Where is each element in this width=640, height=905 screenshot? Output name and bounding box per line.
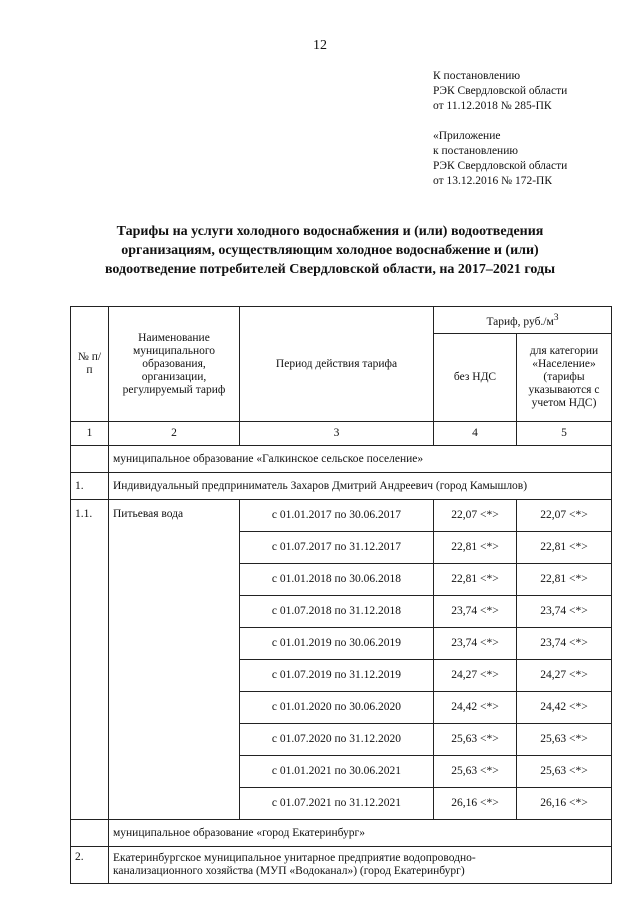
approval-line: К постановлению (433, 70, 521, 82)
title-line: водоотведение потребителей Свердловской области, на 2017–2021 годы (104, 262, 556, 277)
approval-line: от 13.12.2016 № 172-ПК (433, 175, 553, 187)
header-period: Период действия тарифа (240, 307, 434, 422)
tariff-no-vat-cell: 25,63 <*> (434, 756, 517, 788)
header-tariff-group (434, 307, 612, 334)
tariff-no-vat-cell: 23,74 <*> (434, 628, 517, 660)
approval-line: к постановлению (433, 145, 518, 157)
period-cell: с 01.01.2018 по 30.06.2018 (240, 564, 434, 596)
org-name-line: канализационного хозяйства (МУП «Водоканал») (город Екатеринбург) (113, 865, 465, 877)
approval-line: от 11.12.2018 № 285-ПК (433, 100, 552, 112)
tariff-no-vat-cell: 22,07 <*> (434, 500, 517, 532)
approval-line: «Приложение (433, 130, 501, 142)
municipality-row: муниципальное образование «город Екатеринбург» (109, 820, 612, 847)
period-cell: с 01.07.2017 по 31.12.2017 (240, 532, 434, 564)
approval-block-original (433, 129, 567, 189)
item-number: 1.1. (71, 500, 109, 820)
column-number: 2 (109, 422, 240, 446)
header-tariff-unit-sup: 3 (553, 312, 559, 324)
header-no-vat: без НДС (434, 334, 517, 422)
period-cell: с 01.01.2019 по 30.06.2019 (240, 628, 434, 660)
header-name: Наименование муниципального образования, организации, регулируемый тариф (109, 307, 240, 422)
approval-line: РЭК Свердловской области (433, 160, 568, 172)
tariff-no-vat-cell: 23,74 <*> (434, 596, 517, 628)
item-name: Питьевая вода (109, 500, 240, 820)
approval-line: РЭК Свердловской области (433, 85, 568, 97)
period-cell: с 01.07.2021 по 31.12.2021 (240, 788, 434, 820)
tariff-table (70, 306, 612, 884)
header-tariff-label: Тариф, руб./м (486, 315, 554, 328)
period-cell: с 01.01.2021 по 30.06.2021 (240, 756, 434, 788)
tariff-population-cell: 22,81 <*> (517, 564, 612, 596)
column-number: 5 (517, 422, 612, 446)
municipality-row: муниципальное образование «Галкинское сельское поселение» (109, 446, 612, 473)
empty-cell (71, 820, 109, 847)
header-population: для категории «Население» (тарифы указываются с учетом НДС) (517, 334, 612, 422)
column-number: 1 (71, 422, 109, 446)
column-number: 4 (434, 422, 517, 446)
period-cell: с 01.07.2020 по 31.12.2020 (240, 724, 434, 756)
tariff-population-cell: 24,42 <*> (517, 692, 612, 724)
org-number: 2. (71, 847, 109, 884)
tariff-population-cell: 22,81 <*> (517, 532, 612, 564)
period-cell: с 01.07.2019 по 31.12.2019 (240, 660, 434, 692)
empty-cell (71, 446, 109, 473)
header-num: № п/п (71, 307, 109, 422)
tariff-no-vat-cell: 26,16 <*> (434, 788, 517, 820)
tariff-no-vat-cell: 22,81 <*> (434, 564, 517, 596)
column-number: 3 (240, 422, 434, 446)
title-line: Тарифы на услуги холодного водоснабжения и (или) водоотведения (116, 224, 544, 239)
tariff-population-cell: 23,74 <*> (517, 628, 612, 660)
tariff-population-cell: 23,74 <*> (517, 596, 612, 628)
tariff-population-cell: 25,63 <*> (517, 724, 612, 756)
tariff-population-cell: 24,27 <*> (517, 660, 612, 692)
title-line: организациям, осуществляющим холодное водоснабжение и (или) (121, 243, 539, 258)
tariff-no-vat-cell: 22,81 <*> (434, 532, 517, 564)
tariff-no-vat-cell: 24,42 <*> (434, 692, 517, 724)
tariff-population-cell: 26,16 <*> (517, 788, 612, 820)
tariff-population-cell: 22,07 <*> (517, 500, 612, 532)
page-number: 12 (313, 38, 327, 53)
tariff-no-vat-cell: 24,27 <*> (434, 660, 517, 692)
org-number: 1. (71, 473, 109, 500)
approval-block-current (433, 69, 567, 114)
period-cell: с 01.01.2020 по 30.06.2020 (240, 692, 434, 724)
document-title (60, 222, 600, 279)
org-name: Индивидуальный предприниматель Захаров Дмитрий Андреевич (город Камышлов) (109, 473, 612, 500)
org-name-line: Екатеринбургское муниципальное унитарное предприятие водопроводно- (113, 852, 476, 864)
period-cell: с 01.01.2017 по 30.06.2017 (240, 500, 434, 532)
org-name (109, 847, 612, 884)
tariff-population-cell: 25,63 <*> (517, 756, 612, 788)
tariff-no-vat-cell: 25,63 <*> (434, 724, 517, 756)
period-cell: с 01.07.2018 по 31.12.2018 (240, 596, 434, 628)
